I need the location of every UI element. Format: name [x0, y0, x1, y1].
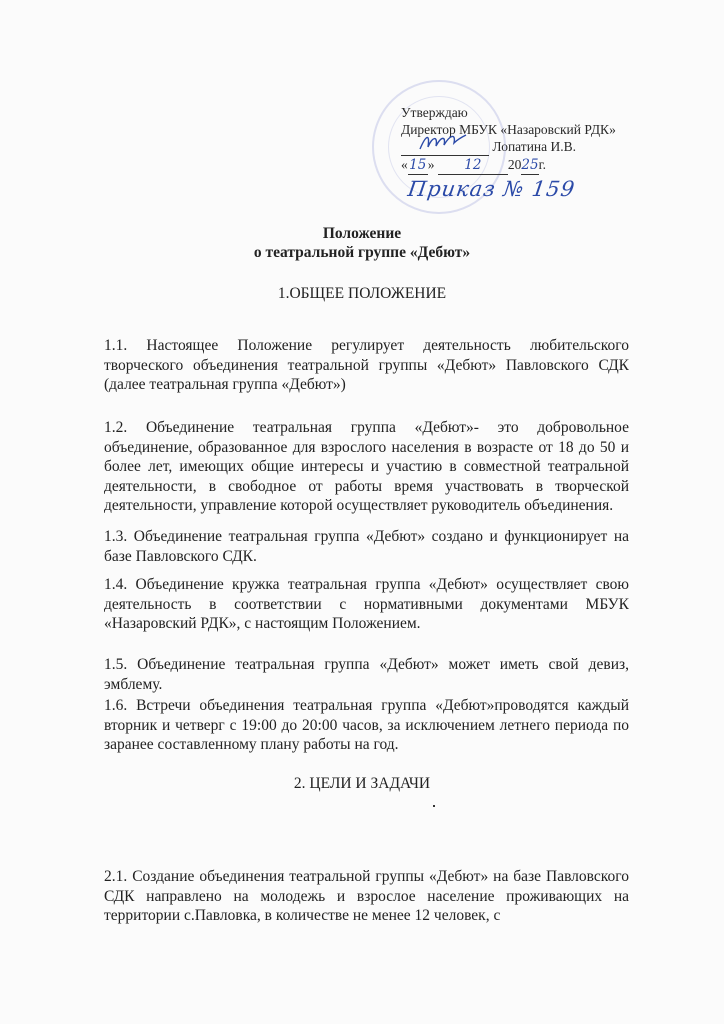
paragraph-1-5: 1.5. Объединение театральная группа «Дебют» может иметь свой девиз, эмблему.	[104, 656, 629, 693]
document-subtitle: о театральной группе «Дебют»	[253, 244, 471, 261]
document-title: Положение	[322, 225, 402, 242]
section-heading-general: 1.ОБЩЕЕ ПОЛОЖЕНИЕ	[277, 285, 447, 302]
position-line: Директор МБУК «Назаровский РДК»	[401, 122, 616, 137]
date-year-prefix: 20	[507, 157, 522, 172]
date-day: 15	[409, 157, 427, 173]
handwritten-order-note: Приказ № 159	[406, 177, 577, 201]
scan-speck	[433, 805, 435, 807]
paragraph-1-4: 1.4. Объединение кружка театральная группа «Дебют» осуществляет свою деятельность в соответствии с нормативными документами МБУК «Назаровский РДК», с настоящим Положением.	[104, 576, 629, 633]
date-open-quote: «	[401, 157, 408, 172]
date-close-quote: »	[427, 157, 435, 172]
handwritten-signature	[416, 131, 468, 153]
date-year-end: г.	[538, 157, 546, 172]
paragraph-2-1: 2.1. Создание объединения театральной группы «Дебют» на базе Павловского СДК направлено на молодежь и взрослое население проживающих на территории с.Павловка, в количестве не менее 12 человек, с	[104, 868, 629, 925]
approve-label: Утверждаю	[401, 105, 468, 120]
date-month: 12	[438, 157, 508, 175]
section-heading-goals: 2. ЦЕЛИ И ЗАДАЧИ	[293, 775, 431, 792]
paragraph-1-6: 1.6. Встречи объединения театральная группа «Дебют»проводятся каждый вторник и четверг с 19:00 до 20:00 часов, за исключением летнего периода по заранее составленному плану работы на год.	[104, 697, 629, 754]
date-year-suffix: 25	[521, 157, 539, 173]
date-line	[401, 156, 616, 175]
paragraph-1-1: 1.1. Настоящее Положение регулирует деятельность любительского творческого объединения театральной группы «Дебют» Павловского СДК (далее театральная группа «Дебют»)	[104, 337, 629, 394]
signer-name: Лопатина И.В.	[492, 139, 577, 154]
paragraph-1-3: 1.3. Объединение театральная группа «Дебют» создано и функционирует на базе Павловского СДК.	[104, 528, 629, 565]
paragraph-1-2: 1.2. Объединение театральная группа «Дебют»- это добровольное объединение, образованное для взрослого населения в возрасте от 18 до 50 и более лет, имеющих общие интересы и участию в совместной театральной деятельности, в свободное от работы время участвовать в творческой деятельности, управление которой осуществляет руководитель объединения.	[104, 419, 629, 515]
